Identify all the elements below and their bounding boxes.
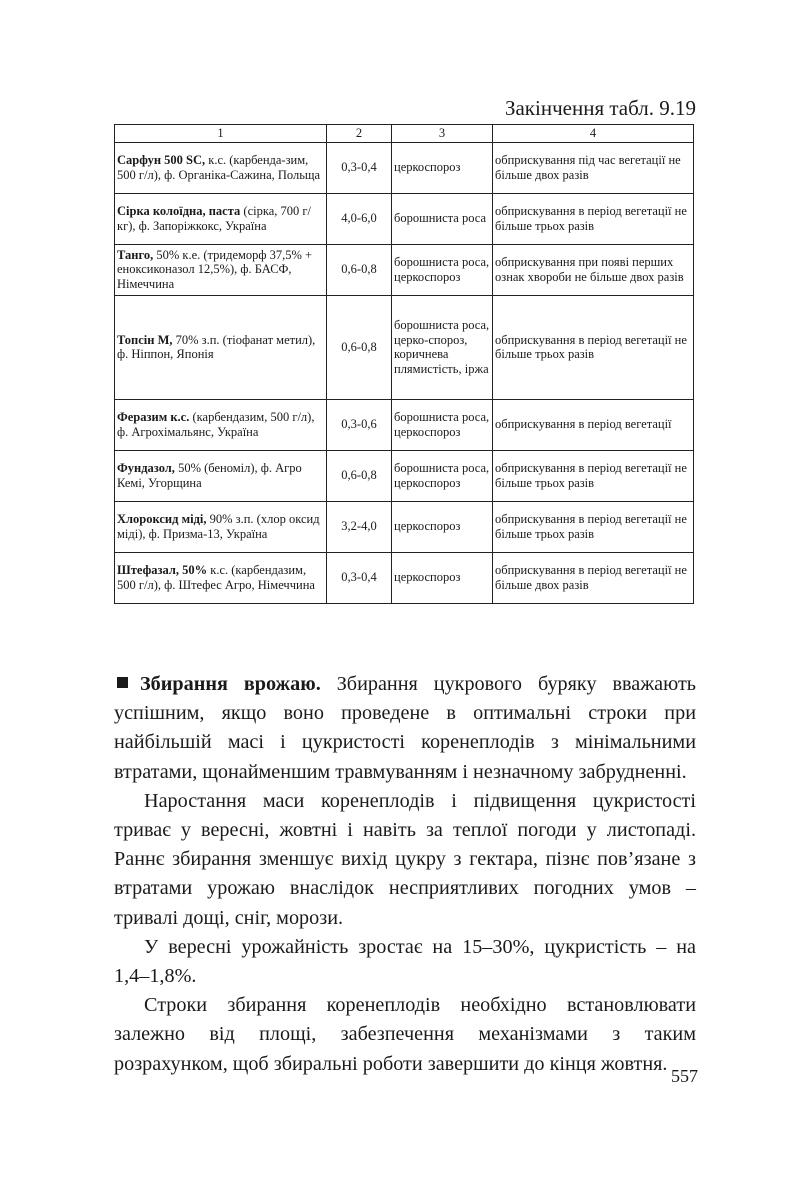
disease-cell: борошниста роса, церкоспороз [392, 244, 493, 295]
product-desc: (карбендазим, 500 г/л), ф. Агрохімальянс, Україна [117, 410, 315, 439]
method-cell: обприскування в період вегетації не більше трьох разів [493, 193, 694, 244]
rate-cell: 0,6-0,8 [327, 450, 392, 501]
paragraph: У вересні урожайність зростає на 15–30%, цукристість – на 1,4–1,8%. [114, 935, 696, 988]
table-row [115, 501, 694, 552]
disease-cell: борошниста роса, церкоспороз [392, 450, 493, 501]
rate-cell: 4,0-6,0 [327, 193, 392, 244]
table-caption: Закінчення табл. 9.19 [504, 96, 696, 120]
method-cell: обприскування в період вегетації не більше трьох разів [493, 450, 694, 501]
product-name: Феразим к.с. [117, 410, 190, 424]
page-number: 557 [671, 1066, 698, 1086]
table-row [115, 295, 694, 399]
product-cell [115, 450, 327, 501]
method-cell: обприскування в період вегетації не більше двох разів [493, 552, 694, 603]
rate-cell: 0,6-0,8 [327, 295, 392, 399]
product-desc: 70% з.п. (тіофанат метил), ф. Ніппон, Японія [117, 332, 316, 361]
product-desc: (сірка, 700 г/кг), ф. Запоріжкокс, Україна [117, 204, 311, 233]
disease-cell: церкоспороз [392, 552, 493, 603]
table-row [115, 142, 694, 193]
paragraph [114, 670, 696, 787]
table-row [115, 450, 694, 501]
section-heading: Збирання врожаю. [140, 673, 321, 695]
product-cell [115, 244, 327, 295]
product-desc: 90% з.п. (хлор оксид міді), ф. Призма-13, Україна [117, 512, 320, 541]
rate-cell: 0,3-0,4 [327, 142, 392, 193]
product-cell [115, 501, 327, 552]
product-cell [115, 193, 327, 244]
method-cell: обприскування в період вегетації не більше трьох разів [493, 295, 694, 399]
method-cell: обприскування в період вегетації не більше трьох разів [493, 501, 694, 552]
product-name: Штефазал, 50% [117, 563, 208, 577]
product-name: Танго, [117, 247, 154, 262]
table-row [115, 193, 694, 244]
product-cell [115, 295, 327, 399]
fungicide-table [114, 124, 694, 604]
disease-cell: борошниста роса, церкоспороз [392, 399, 493, 450]
header-cell: 4 [493, 125, 694, 143]
rate-cell: 0,3-0,6 [327, 399, 392, 450]
product-name: Фундазол, [117, 461, 175, 475]
header-cell: 2 [327, 125, 392, 143]
table-row [115, 552, 694, 603]
table-row [115, 244, 694, 295]
disease-cell: борошниста роса, церко-спороз, коричнева плямистість, іржа [392, 295, 493, 399]
method-cell: обприскування під час вегетації не більше двох разів [493, 142, 694, 193]
disease-cell: борошниста роса [392, 193, 493, 244]
rate-cell: 0,6-0,8 [327, 244, 392, 295]
paragraph: Наростання маси коренеплодів і підвищення цукристості триває у вересні, жовтні і навіть за теплої погоди у листопаді. Раннє збирання зменшує вихід цукру з гектара, пізнє пов’язане з втратами урожаю внаслідок несприятливих погодних умов – тривалі дощі, сніг, морози. [114, 789, 696, 929]
product-cell [115, 399, 327, 450]
paragraph: Строки збирання коренеплодів необхідно встановлювати залежно від площі, забезпечення механізмами з таким розрахунком, щоб збиральні роботи завершити до кінця жовтня. [114, 994, 696, 1075]
body-text [114, 670, 696, 1079]
disease-cell: церкоспороз [392, 501, 493, 552]
product-desc: 50% (беноміл), ф. Агро Кемі, Угорщина [117, 461, 302, 490]
table-row [115, 399, 694, 450]
method-cell: обприскування в період вегетації [493, 399, 694, 450]
method-cell: обприскування при появі перших ознак хвороби не більше двох разів [493, 244, 694, 295]
rate-cell: 0,3-0,4 [327, 552, 392, 603]
product-name: Топсін М, [117, 332, 173, 347]
header-cell: 3 [392, 125, 493, 143]
product-cell [115, 142, 327, 193]
product-cell [115, 552, 327, 603]
header-cell: 1 [115, 125, 327, 143]
disease-cell: церкоспороз [392, 142, 493, 193]
product-desc: 50% к.е. (тридеморф 37,5% + еноксиконазол 12,5%), ф. БАСФ, Німеччина [117, 247, 313, 291]
product-name: Хлороксид міді, [117, 512, 207, 526]
table-body [115, 142, 694, 603]
product-name: Сірка колоїдна, паста [117, 204, 241, 218]
product-desc: к.с. (карбенда-зим, 500 г/л), ф. Органіка-Сажина, Польща [117, 153, 321, 182]
product-name: Сарфун 500 SC, [117, 153, 206, 167]
paragraph-text: Збирання цукрового буряку вважають успішним, якщо воно проведене в оптимальні строки при найбільшій масі і цукристості коренеплодів з мінімальними втратами, щонайменшим травмуванням і незначному забрудненні. [114, 673, 696, 783]
rate-cell: 3,2-4,0 [327, 501, 392, 552]
product-desc: к.с. (карбендазим, 500 г/л), ф. Штефес Агро, Німеччина [117, 563, 315, 592]
table-header-row [115, 125, 694, 143]
square-bullet-icon [117, 677, 128, 688]
